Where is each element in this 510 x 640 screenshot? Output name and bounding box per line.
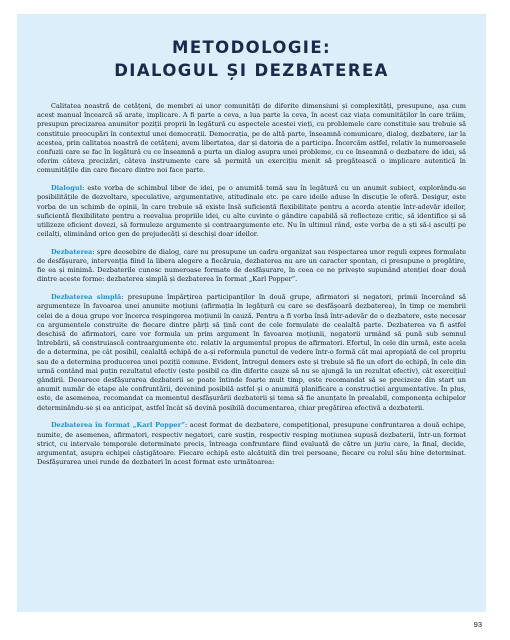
paragraph-simple-debate — [37, 293, 466, 413]
paragraph-debate — [37, 248, 466, 285]
page-number: 93 — [473, 620, 482, 629]
article-body — [17, 102, 486, 467]
paragraph-text: : spre deosebire de dialog, care nu presupune un cadru organizat sau respectarea unor reguli expres formulate de desfășurare, intervenția fiind la libera alegere a fiecăruia, dezbaterea nu are un caracter spontan, ci presupune o pregătire, fie ea și minimă. Dezbaterile cunosc numeroase formate de desfășurare, în ceea ce ne privește supunând atenției doar două dintre aceste forme: dezbaterea simplă și dezbaterea în format „Karl Popper”. — [37, 247, 466, 284]
page-title — [17, 36, 486, 82]
paragraph-intro — [37, 102, 466, 176]
title-line-1: METODOLOGIE: — [172, 38, 331, 57]
paragraph-text: : presupune împărțirea participanților în două grupe, afirmatori și negatori, primii încercând să argumenteze în favoarea unei anumite moțiuni (afirmația în legătură cu care se desfășoară dezbaterea), în timp ce membrii celei de a doua grupe vor încerca respingerea moțiunii în cauză. Pentru a fi vorba însă într-adevăr de o dezbatere, este necesar ca argumentele construite de fiecare dintre părți să țină cont de cele formulate de cealaltă parte. Dezbaterea va fi astfel deschisă de afirmatori, care vor formula un prim argument în favoarea moțiunii, negatorii urmând să pună sub semnul întrebării, să construiască contraargumente etc. relativ la argumentul propus de afirmatori. Efortul, în cele din urmă, este acela de a determina, pe cât posibil, cealaltă echipă de a-și reformula punctul de vedere într-o formă cât mai apropiată de cel propriu sau de a determina producerea unei poziții comune. Evident, întregul demers este și trebuie să fie un efort de echipă, în cele din urmă contând mai puțin rezultatul efectiv (este posibil ca din diferite cauze să nu se ajungă la un rezultat efectiv), cât exercițiul gândirii. Deoarece desfășurarea dezbaterii se poate întinde foarte mult timp, este recomandat să se precizeze din start un anumit număr de etape ale confruntării, devenind posibilă astfel și o anumită planificare a construcției argumentative. În plus, este, de asemenea, recomandat ca momentul desfășurării dezbaterii și tema să fie anunțate în prealabil, componența echipelor determinându-se și ea anticipat, astfel încât să devină posibilă documentarea, chiar pregătirea efectivă a dezbaterii. — [37, 293, 466, 412]
term-debate: Dezbaterea — [51, 247, 93, 256]
content-panel — [17, 14, 486, 612]
paragraph-text: : acest format de dezbatere, competițional, presupune confruntarea a două echipe, numite, de asemenea, afirmatori, respectiv negatori, care susțin, respectiv resping moțiunea supusă dezbaterii, într-un format strict, cu intervale temporale determinate precis, întreaga confruntare fiind evaluată de către un juriu care, la final, decide, argumentat, asupra echipei câștigătoare. Fiecare echipă este alcătuită din trei persoane, fiecare cu rolul său bine determinat. Desfășurarea unei runde de dezbateri în acest format este următoarea: — [37, 421, 466, 467]
paragraph-text: : este vorba de schimbul liber de idei, pe o anumită temă sau în legătură cu un anumit subiect, explorându-se posibilitățile de dezvoltare, speculative, argumentative, atitudinale etc. pe care ideile aduse în discuție le oferă. Desigur, este vorba de un schimb de opinii, în care trebuie să existe însă suficientă flexibilitate pentru a acorda atenție într-adevăr ideilor, suficientă flexibilitate pentru a reevalua propriile idei, cu alte cuvinte o gândire capabilă să reflecteze critic, să identifice și să utilizeze eficient dovezi, să formuleze argumente și contraargumente etc. Nu în ultimul rând, este vorba de a ști să-i asculți pe ceilalți, eliminând orice gen de prejudecăți și deschiși doar ideilor. — [37, 184, 466, 239]
term-karl-popper: Dezbaterea în format „Karl Popper” — [51, 421, 186, 430]
term-simple-debate: Dezbaterea simplă — [51, 293, 122, 302]
paragraph-text: Calitatea noastră de cetățeni, de membri ai unor comunități de diferite dimensiuni și complexități, presupune, așa cum acest manual încearcă să arate, implicare. A fi parte a ceva, a lua parte la ceva, în acest caz viața comunităților în care trăim, presupun precizarea anumitor poziții proprii în legătură cu aspectele acestei vieți, cu problemele care constituie sau trebuie să constituie preocupări în contextul unei democrații. Democrația, pe de altă parte, înseamnă comunicare, dialog, dezbatere, iar la acestea, prin calitatea noastră de cetățeni, avem libertatea, dar și datoria de a participa. Încercăm astfel, relativ la numeroasele confuzii care se fac în legătură cu ce înseamnă a purta un dialog asupra unei probleme, cu ce înseamnă o dezbatere de idei, să oferim câteva precizări, câteva instrumente care să permită un exercițiu menit să pregătească o implicare autentică în comunitățile din care fiecare dintre noi face parte. — [37, 102, 466, 175]
paragraph-karl-popper — [37, 421, 466, 467]
term-dialog: Dialogul — [51, 184, 83, 193]
paragraph-dialog — [37, 184, 466, 239]
title-line-2: DIALOGUL ȘI DEZBATEREA — [114, 61, 389, 80]
